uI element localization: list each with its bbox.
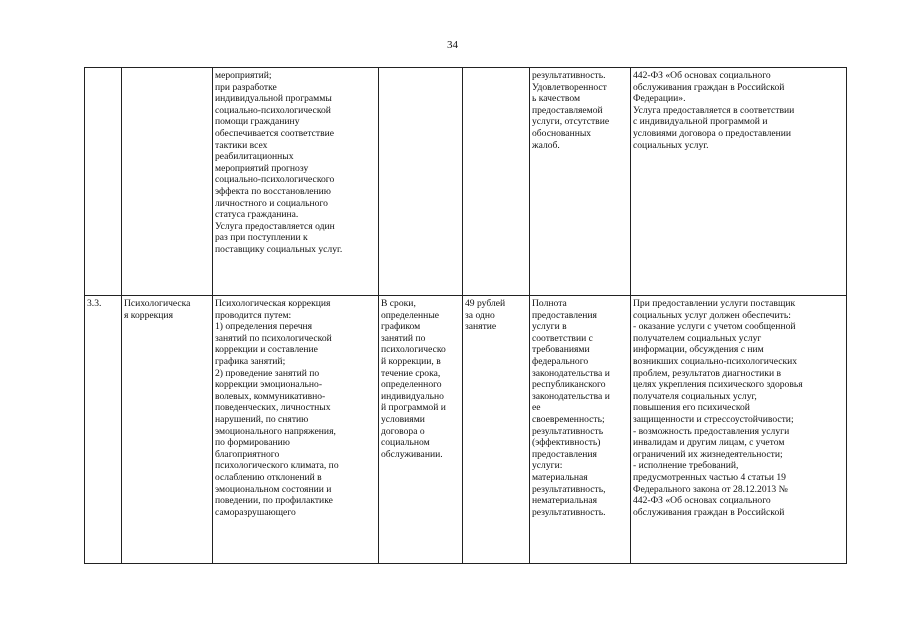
description-line: поведенческих, личностных — [215, 402, 331, 414]
conditions-line: социальных услуг. — [633, 139, 709, 151]
price-line: за одно — [465, 309, 495, 321]
cell-name — [122, 68, 213, 296]
conditions-line: - возможность предоставления услуги — [633, 425, 790, 437]
conditions-line: ограничений их жизнедеятельности; — [633, 448, 783, 460]
terms-line: занятий по — [381, 332, 426, 344]
num-line: 3.3. — [87, 298, 102, 309]
description-line: поведении, по профилактике — [215, 495, 333, 507]
indicators-line: Полнота — [532, 298, 567, 309]
cell-indicators — [530, 68, 631, 296]
terms-line: социальном — [381, 437, 430, 449]
terms-line: В сроки, — [381, 298, 416, 309]
indicators-line: федерального — [532, 355, 589, 367]
cell-indicators — [530, 296, 631, 564]
page-number: 34 — [447, 39, 458, 51]
description-line: социально-психологической — [215, 104, 331, 116]
description-line: индивидуальной программы — [215, 93, 332, 105]
description-line: эффекта по восстановлению — [215, 185, 331, 197]
cell-description — [213, 68, 379, 296]
indicators-line: жалоб. — [532, 139, 560, 151]
cell-num — [85, 68, 122, 296]
cell-conditions — [631, 296, 847, 564]
description-line: помощи гражданину — [215, 116, 300, 128]
description-line: проводится путем: — [215, 309, 292, 321]
indicators-line: предоставляемой — [532, 104, 603, 116]
indicators-line: ее — [532, 402, 541, 414]
indicators-line: Удовлетворенност — [532, 81, 607, 93]
services-table — [84, 67, 847, 564]
description-line: 1) определения перечня — [215, 321, 313, 333]
indicators-line: результативность — [532, 425, 604, 437]
indicators-line: материальная — [532, 471, 588, 483]
indicators-line: обоснованных — [532, 127, 592, 139]
description-line: волевых, коммуникативно- — [215, 390, 326, 402]
cell-price — [463, 68, 530, 296]
indicators-line: ь качеством — [532, 93, 581, 105]
description-line: раз при поступлении к — [215, 232, 308, 244]
description-line: социально-психологического — [215, 174, 335, 186]
indicators-line: соответствии с — [532, 332, 593, 344]
cell-terms — [379, 296, 463, 564]
cell-price — [463, 296, 530, 564]
terms-line: психологическо — [381, 344, 446, 356]
conditions-line: защищенности и стрессоустойчивости; — [633, 413, 794, 425]
indicators-line: услуги, отсутствие — [532, 116, 610, 128]
cell-description — [213, 296, 379, 564]
indicators-line: услуги в — [532, 321, 567, 333]
conditions-line: условиями договора о предоставлении — [633, 127, 792, 139]
indicators-line: результативность. — [532, 506, 606, 518]
description-line: ослаблению отклонений в — [215, 471, 322, 483]
indicators-line: предоставления — [532, 309, 597, 321]
description-line: коррекции эмоционально- — [215, 379, 323, 391]
description-line: мероприятий прогнозу — [215, 162, 309, 174]
indicators-line: результативность, — [532, 483, 606, 495]
indicators-line: законодательства и — [532, 390, 610, 402]
terms-line: определенные — [381, 309, 440, 321]
description-line: тактики всех — [215, 139, 268, 151]
indicators-line: республиканского — [532, 379, 606, 391]
description-line: графика занятий; — [215, 355, 286, 367]
conditions-line: получателем социальных услуг — [633, 332, 762, 344]
description-line: по формированию — [215, 437, 290, 449]
indicators-line: результативность. — [532, 70, 606, 81]
cell-conditions — [631, 68, 847, 296]
indicators-line: нематериальная — [532, 495, 598, 507]
conditions-line: предусмотренных частью 4 статьи 19 — [633, 471, 786, 483]
table-row — [85, 68, 847, 296]
description-line: личностного и социального — [215, 197, 328, 209]
description-line: статуса гражданина. — [215, 209, 299, 221]
terms-line: определенного — [381, 379, 442, 391]
conditions-line: повышения его психической — [633, 402, 750, 414]
conditions-line: проблем, результатов диагностики в — [633, 367, 782, 379]
conditions-line: с индивидуальной программой и — [633, 116, 768, 128]
price-line: занятие — [465, 321, 497, 333]
description-line: благоприятного — [215, 448, 280, 460]
description-line: Услуга предоставляется один — [215, 220, 335, 232]
conditions-line: обслуживания граждан в Российской — [633, 506, 785, 518]
description-line: занятий по психологической — [215, 332, 332, 344]
conditions-line: Услуга предоставляется в соответствии — [633, 104, 795, 116]
terms-line: графиком — [381, 321, 421, 333]
terms-line: й программой и — [381, 402, 446, 414]
conditions-line: обслуживания граждан в Российской — [633, 81, 785, 93]
name-line: Психологическа — [124, 298, 191, 309]
cell-num — [85, 296, 122, 564]
terms-line: индивидуально — [381, 390, 444, 402]
conditions-line: 442-ФЗ «Об основах социального — [633, 495, 771, 507]
conditions-line: - исполнение требований, — [633, 460, 739, 472]
description-line: обеспечивается соответствие — [215, 127, 335, 139]
conditions-line: При предоставлении услуги поставщик — [633, 298, 796, 309]
indicators-line: (эффективность) — [532, 437, 601, 449]
indicators-line: предоставления — [532, 448, 597, 460]
description-line: Психологическая коррекция — [215, 298, 331, 309]
terms-line: условиями — [381, 413, 425, 425]
terms-line: течение срока, — [381, 367, 441, 379]
conditions-line: получателя социальных услуг, — [633, 390, 757, 402]
conditions-line: Федерального закона от 28.12.2013 № — [633, 483, 788, 495]
description-line: реабилитационных — [215, 151, 294, 163]
description-line: психологического климата, по — [215, 460, 339, 472]
conditions-line: - оказание услуги с учетом сообщенной — [633, 321, 796, 333]
cell-terms — [379, 68, 463, 296]
conditions-line: социальных услуг должен обеспечить: — [633, 309, 791, 321]
conditions-line: инвалидам и другим лицам, с учетом — [633, 437, 785, 449]
terms-line: договора о — [381, 425, 425, 437]
description-line: нарушений, по снятию — [215, 413, 309, 425]
terms-line: обслуживании. — [381, 448, 443, 460]
description-line: коррекции и составление — [215, 344, 318, 356]
indicators-line: законодательства и — [532, 367, 610, 379]
description-line: мероприятий; — [215, 70, 272, 81]
description-line: поставщику социальных услуг. — [215, 243, 343, 255]
conditions-line: информации, обсуждения с ним — [633, 344, 764, 356]
description-line: саморазрушающего — [215, 506, 296, 518]
description-line: 2) проведение занятий по — [215, 367, 320, 379]
price-line: 49 рублей — [465, 298, 506, 309]
indicators-line: услуги: — [532, 460, 563, 472]
cell-name — [122, 296, 213, 564]
conditions-line: 442-ФЗ «Об основах социального — [633, 70, 771, 81]
indicators-line: своевременность; — [532, 413, 605, 425]
conditions-line: возникших социально-психологических — [633, 355, 798, 367]
table-row — [85, 296, 847, 564]
description-line: эмоциональном состоянии и — [215, 483, 332, 495]
description-line: эмоционального напряжения, — [215, 425, 336, 437]
terms-line: й коррекции, в — [381, 355, 441, 367]
conditions-line: Федерации». — [633, 93, 686, 105]
indicators-line: требованиями — [532, 344, 590, 356]
conditions-line: целях укрепления психического здоровья — [633, 379, 803, 391]
description-line: при разработке — [215, 81, 277, 93]
name-line: я коррекция — [124, 309, 173, 321]
